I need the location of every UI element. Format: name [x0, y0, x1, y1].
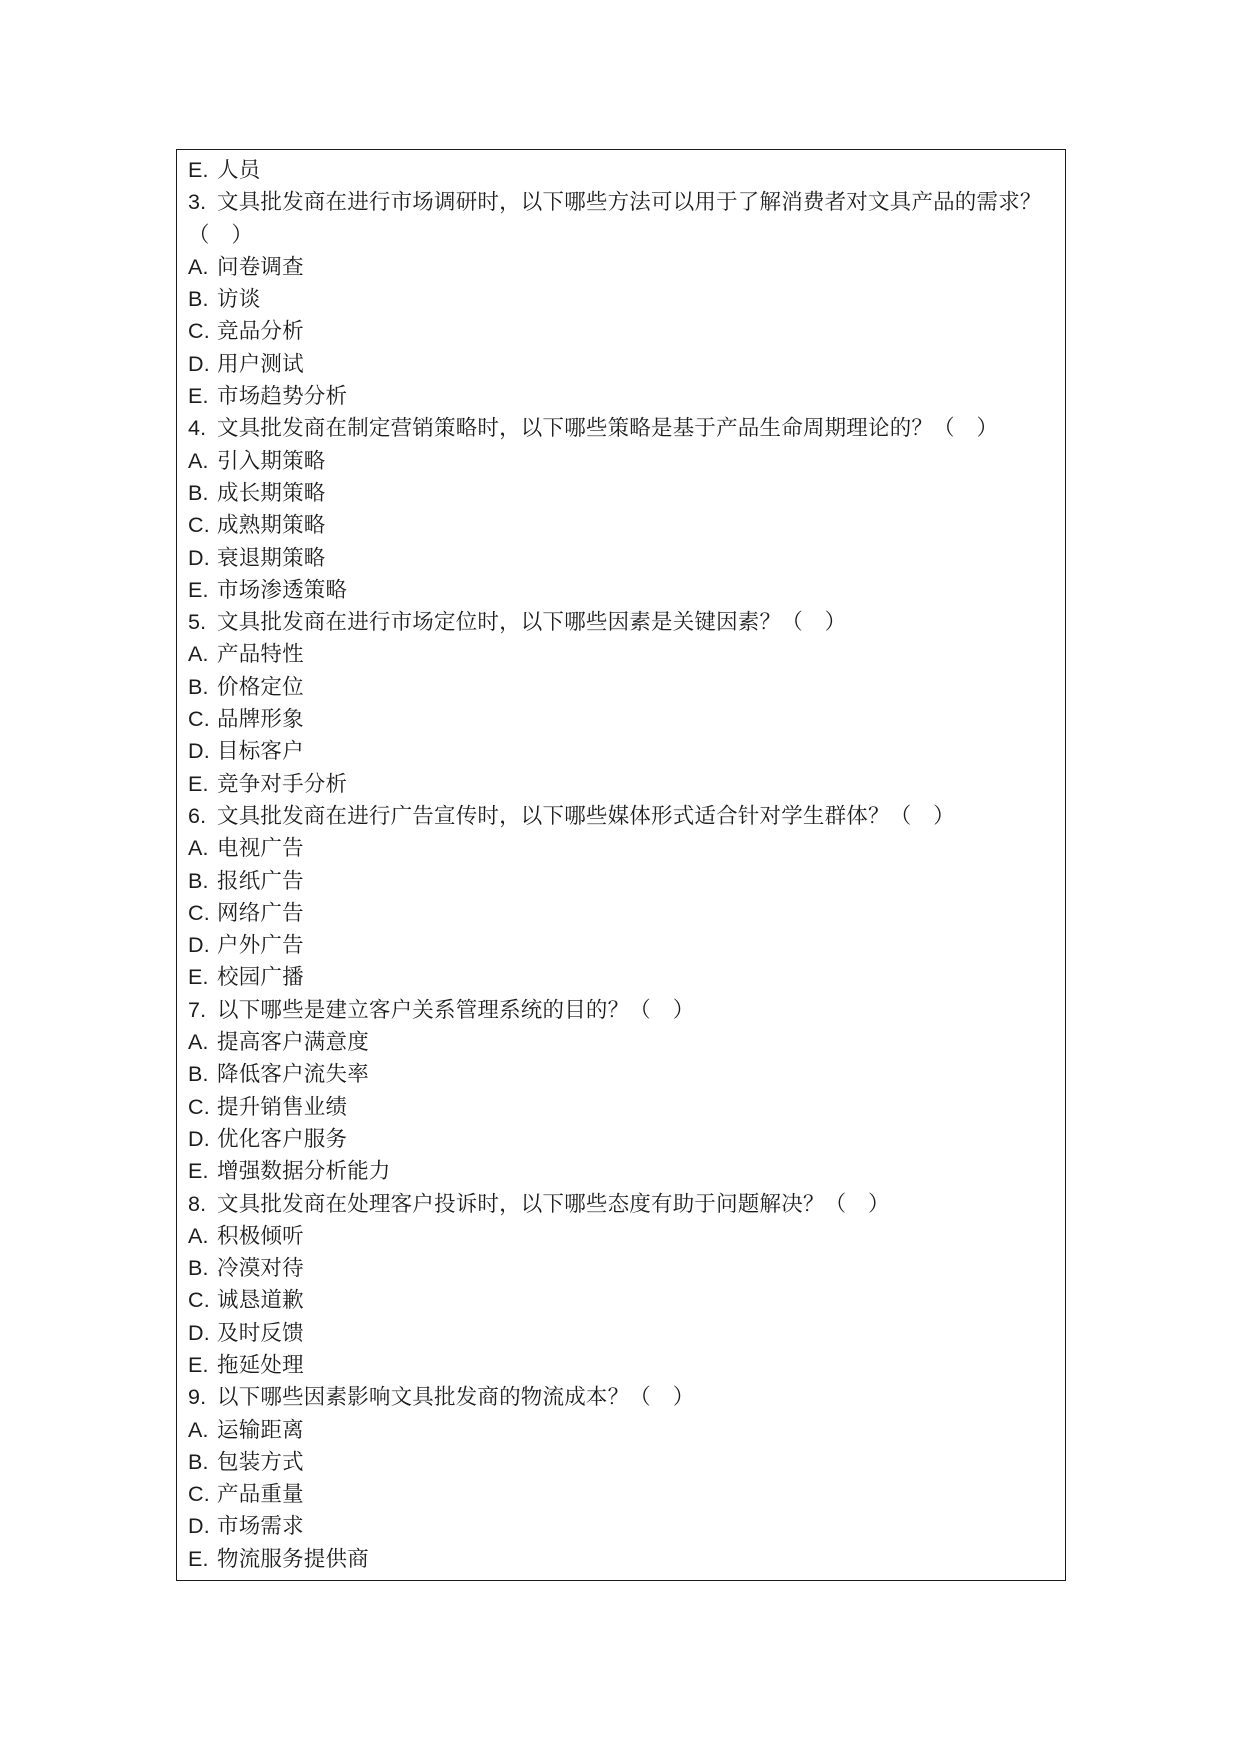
- question-line: [188, 412, 1055, 444]
- line-text: 增强数据分析能力: [217, 1159, 391, 1184]
- line-label: 8.: [188, 1191, 207, 1216]
- option-line: [188, 154, 1055, 186]
- option-line: [188, 1284, 1055, 1316]
- line-text: 物流服务提供商: [217, 1546, 369, 1571]
- option-line: [188, 735, 1055, 767]
- line-text: 网络广告: [217, 900, 304, 925]
- line-text: 市场趋势分析: [217, 384, 348, 409]
- option-line: [188, 283, 1055, 315]
- option-line: [188, 1252, 1055, 1284]
- line-label: A.: [188, 448, 209, 473]
- line-text: 降低客户流失率: [217, 1062, 369, 1087]
- line-text: 文具批发商在制定营销策略时，以下哪些策略是基于产品生命周期理论的？（ ）: [217, 416, 999, 441]
- line-text: 访谈: [217, 287, 261, 312]
- option-line: [188, 348, 1055, 380]
- line-text: 冷漠对待: [217, 1256, 304, 1281]
- line-label: A.: [188, 642, 209, 667]
- line-label: C.: [188, 1288, 210, 1313]
- document-lines: [177, 150, 1065, 1575]
- line-label: E.: [188, 965, 209, 990]
- option-line: [188, 445, 1055, 477]
- line-label: E.: [188, 158, 209, 182]
- option-line: [188, 1220, 1055, 1252]
- option-line: [188, 638, 1055, 670]
- option-line: [188, 768, 1055, 800]
- question-line: [188, 606, 1055, 638]
- line-text: 及时反馈: [217, 1320, 304, 1345]
- line-label: E.: [188, 384, 209, 409]
- line-text: 价格定位: [217, 674, 304, 699]
- option-line: [188, 1155, 1055, 1187]
- line-text: 运输距离: [217, 1417, 304, 1442]
- option-line: [188, 1478, 1055, 1510]
- line-text: 文具批发商在进行广告宣传时，以下哪些媒体形式适合针对学生群体？（ ）: [217, 803, 955, 828]
- line-text: 以下哪些是建立客户关系管理系统的目的？（ ）: [217, 997, 695, 1022]
- line-text: 问卷调查: [217, 254, 304, 279]
- line-label: 3.: [188, 190, 207, 215]
- question-line: [188, 1188, 1055, 1220]
- line-text: 竞品分析: [217, 319, 304, 344]
- line-label: C.: [188, 900, 210, 925]
- line-text: 竞争对手分析: [217, 771, 348, 796]
- option-line: [188, 1026, 1055, 1058]
- line-text: 市场需求: [217, 1514, 304, 1539]
- line-label: D.: [188, 1126, 210, 1151]
- line-label: 4.: [188, 416, 207, 441]
- question-line: [188, 800, 1055, 832]
- option-line: [188, 1091, 1055, 1123]
- option-line: [188, 1349, 1055, 1381]
- option-line: [188, 671, 1055, 703]
- line-label: D.: [188, 1514, 210, 1539]
- option-line: [188, 1543, 1055, 1575]
- option-line: [188, 477, 1055, 509]
- line-label: E.: [188, 1546, 209, 1571]
- line-label: 5.: [188, 610, 207, 635]
- line-label: B.: [188, 287, 209, 312]
- line-text: 报纸广告: [217, 868, 304, 893]
- line-text: 校园广播: [217, 965, 304, 990]
- line-label: D.: [188, 933, 210, 958]
- line-label: B.: [188, 1256, 209, 1281]
- option-line: [188, 1317, 1055, 1349]
- option-line: [188, 929, 1055, 961]
- line-label: B.: [188, 868, 209, 893]
- line-label: B.: [188, 480, 209, 505]
- line-text: 产品特性: [217, 642, 304, 667]
- line-text: 市场渗透策略: [217, 577, 348, 602]
- line-label: E.: [188, 577, 209, 602]
- line-text: 成熟期策略: [217, 513, 326, 538]
- line-label: A.: [188, 1223, 209, 1248]
- line-label: A.: [188, 1030, 209, 1055]
- option-line: [188, 251, 1055, 283]
- line-text: 优化客户服务: [217, 1126, 348, 1151]
- line-text: 产品重量: [217, 1482, 304, 1507]
- question-sheet-border: [176, 149, 1066, 1581]
- line-label: B.: [188, 1449, 209, 1474]
- line-text: 成长期策略: [217, 480, 326, 505]
- line-label: E.: [188, 771, 209, 796]
- line-label: B.: [188, 1062, 209, 1087]
- line-label: D.: [188, 739, 210, 764]
- question-line: [188, 186, 1055, 218]
- line-label: C.: [188, 707, 210, 732]
- line-text: 提高客户满意度: [217, 1030, 369, 1055]
- line-label: 7.: [188, 997, 207, 1022]
- line-label: A.: [188, 836, 209, 861]
- line-label: A.: [188, 1417, 209, 1442]
- line-text: 文具批发商在处理客户投诉时，以下哪些态度有助于问题解决？（ ）: [217, 1191, 890, 1216]
- line-text: 积极倾听: [217, 1223, 304, 1248]
- option-line: [188, 509, 1055, 541]
- option-line: [188, 380, 1055, 412]
- line-text: 包装方式: [217, 1449, 304, 1474]
- option-line: [188, 961, 1055, 993]
- option-line: [188, 1123, 1055, 1155]
- line-text: 衰退期策略: [217, 545, 326, 570]
- line-label: 9.: [188, 1385, 207, 1410]
- option-line: [188, 703, 1055, 735]
- line-label: E.: [188, 1352, 209, 1377]
- question-continuation-line: [188, 219, 1055, 251]
- line-text: （ ）: [188, 222, 254, 247]
- line-label: C.: [188, 513, 210, 538]
- line-label: E.: [188, 1159, 209, 1184]
- option-line: [188, 1414, 1055, 1446]
- line-text: 提升销售业绩: [217, 1094, 348, 1119]
- line-text: 用户测试: [217, 351, 304, 376]
- question-line: [188, 1381, 1055, 1413]
- line-text: 目标客户: [217, 739, 304, 764]
- line-label: 6.: [188, 803, 207, 828]
- line-text: 诚恳道歉: [217, 1288, 304, 1313]
- option-line: [188, 832, 1055, 864]
- line-label: C.: [188, 1094, 210, 1119]
- line-label: D.: [188, 1320, 210, 1345]
- line-label: B.: [188, 674, 209, 699]
- line-label: C.: [188, 1482, 210, 1507]
- option-line: [188, 1058, 1055, 1090]
- line-text: 引入期策略: [217, 448, 326, 473]
- option-line: [188, 1446, 1055, 1478]
- line-text: 拖延处理: [217, 1352, 304, 1377]
- line-label: D.: [188, 351, 210, 376]
- option-line: [188, 315, 1055, 347]
- line-text: 以下哪些因素影响文具批发商的物流成本？（ ）: [217, 1385, 695, 1410]
- option-line: [188, 897, 1055, 929]
- option-line: [188, 1510, 1055, 1542]
- option-line: [188, 542, 1055, 574]
- line-text: 品牌形象: [217, 707, 304, 732]
- option-line: [188, 574, 1055, 606]
- line-label: C.: [188, 319, 210, 344]
- line-text: 文具批发商在进行市场定位时，以下哪些因素是关键因素？（ ）: [217, 610, 847, 635]
- line-text: 电视广告: [217, 836, 304, 861]
- question-line: [188, 994, 1055, 1026]
- option-line: [188, 865, 1055, 897]
- line-label: D.: [188, 545, 210, 570]
- line-text: 文具批发商在进行市场调研时，以下哪些方法可以用于了解消费者对文具产品的需求？: [217, 190, 1042, 215]
- line-text: 人员: [217, 158, 261, 182]
- line-label: A.: [188, 254, 209, 279]
- line-text: 户外广告: [217, 933, 304, 958]
